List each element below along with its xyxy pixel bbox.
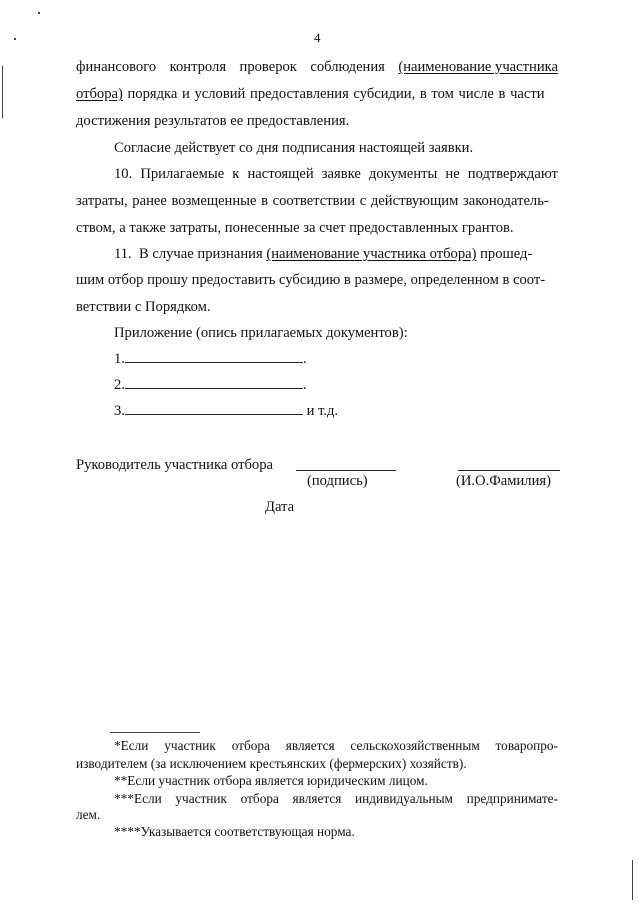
item-suffix: . — [302, 351, 307, 367]
paragraph-11-line-3: ветствии с Порядком. — [76, 299, 211, 315]
paragraph-1-line-1 — [76, 59, 558, 76]
word: предпринимате- — [466, 791, 558, 806]
word: 10. — [114, 166, 133, 182]
attachment-heading: Приложение (опись прилагаемых документов): — [114, 325, 408, 341]
word: индивидуальным — [355, 791, 453, 806]
paragraph-11-text: 11. В случае признания — [114, 246, 263, 262]
paragraph-11-line-1 — [114, 246, 532, 263]
item-number: 1. — [114, 351, 125, 367]
scan-edge-artifact — [632, 860, 633, 900]
name-line — [458, 470, 560, 471]
word: товаропро- — [495, 738, 558, 753]
scan-mark — [14, 38, 16, 40]
placeholder-participant-name: (наименование участника — [398, 59, 558, 75]
signatory-role: Руководитель участника отбора — [76, 457, 273, 473]
footnote-1-line-1 — [114, 738, 558, 754]
attachment-item-1 — [114, 349, 307, 368]
word: контроля — [169, 59, 227, 75]
scan-edge-artifact — [2, 66, 3, 118]
blank-line — [125, 401, 303, 415]
signature-line — [296, 470, 396, 471]
word: отбора — [240, 791, 279, 806]
word: отбора — [231, 738, 270, 753]
paragraph-10-line-2: затраты, ранее возмещенные в соответствии с действующим законодатель- — [76, 193, 549, 209]
word: Прилагаемые — [140, 166, 225, 182]
word: документы — [368, 166, 438, 182]
word: участник — [175, 791, 228, 806]
blank-line — [125, 375, 303, 389]
paragraph-10-line-3: ством, а также затраты, понесенные за счет предоставленных грантов. — [76, 220, 514, 236]
paragraph-1-text: порядка и условий предоставления субсидии, в том числе в части — [127, 86, 545, 102]
word: настоящей — [247, 166, 314, 182]
word: *Если — [114, 738, 149, 753]
placeholder-participant-name: (наименование участника отбора) — [266, 246, 477, 262]
item-number: 3. — [114, 403, 125, 419]
footnote-2: **Если участник отбора является юридическим лицом. — [114, 773, 428, 788]
item-suffix: . — [302, 377, 307, 393]
paragraph-11-line-2: шим отбор прошу предоставить субсидию в размере, определенном в соот- — [76, 272, 546, 288]
word: финансового — [76, 59, 157, 75]
word: участник — [164, 738, 216, 753]
placeholder-participant-name-end: отбора) — [76, 86, 123, 102]
footnote-separator — [110, 732, 200, 733]
consent-paragraph: Согласие действует со дня подписания настоящей заявки. — [114, 140, 474, 156]
word: является — [292, 791, 342, 806]
blank-line — [125, 349, 303, 363]
footnote-4: ****Указывается соответствующая норма. — [114, 824, 355, 839]
name-caption: (И.О.Фамилия) — [456, 473, 551, 489]
word: заявке — [321, 166, 361, 182]
attachment-item-2 — [114, 375, 307, 394]
word: соблюдения — [310, 59, 385, 75]
signature-caption: (подпись) — [307, 473, 368, 489]
footnote-1-line-2: изводителем (за исключением крестьянских (фермерских) хозяйств). — [76, 756, 467, 771]
footnote-3-line-2: лем. — [76, 807, 101, 822]
paragraph-11-text: прошед- — [480, 246, 533, 262]
item-suffix: и т.д. — [306, 403, 339, 419]
paragraph-1-line-2 — [76, 86, 558, 103]
word: не — [445, 166, 460, 182]
word: к — [232, 166, 240, 182]
attachment-item-3 — [114, 401, 338, 420]
page-number: 4 — [314, 30, 321, 45]
date-label: Дата — [265, 499, 295, 515]
word: является — [285, 738, 335, 753]
word: ***Если — [114, 791, 162, 806]
scan-mark — [38, 12, 40, 14]
word: сельскохозяйственным — [350, 738, 480, 753]
word: подтверждают — [467, 166, 558, 182]
word: проверок — [239, 59, 297, 75]
footnote-3-line-1 — [114, 791, 558, 807]
paragraph-10-line-1 — [114, 166, 558, 183]
paragraph-1-line-3: достижения результатов ее предоставления. — [76, 113, 350, 129]
item-number: 2. — [114, 377, 125, 393]
